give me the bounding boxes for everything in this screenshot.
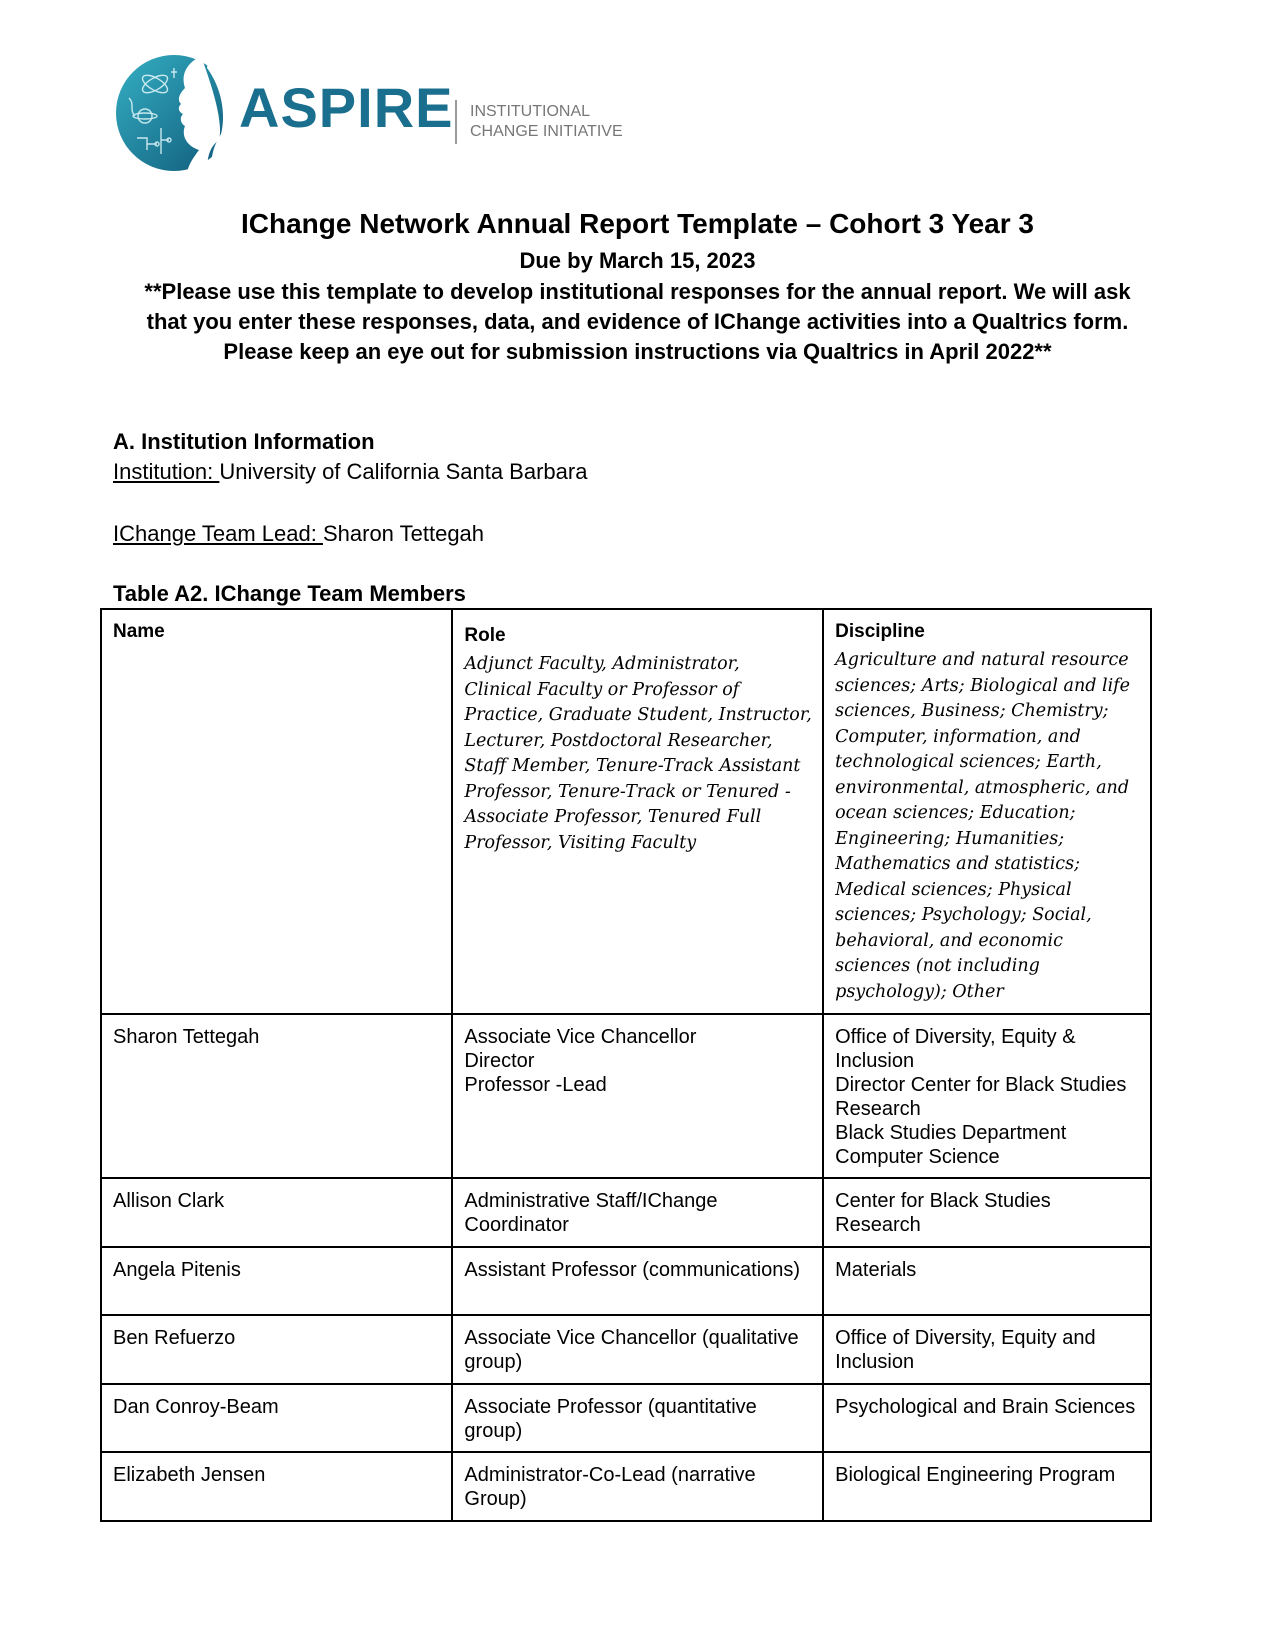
institution-value: University of California Santa Barbara xyxy=(219,459,588,484)
member-name: Allison Clark xyxy=(113,1190,225,1212)
member-name-cell xyxy=(101,1014,452,1178)
logo-tagline xyxy=(470,102,623,142)
header-role: Role xyxy=(464,625,506,646)
team-lead-field xyxy=(113,521,484,547)
header-discipline-cell xyxy=(823,609,1151,1014)
member-role: Administrative Staff/IChange Coordinator xyxy=(464,1190,718,1236)
member-discipline: Center for Black Studies Research xyxy=(835,1190,1051,1236)
member-name-cell xyxy=(101,1178,452,1247)
member-name: Elizabeth Jensen xyxy=(113,1464,266,1486)
member-role: Associate Vice Chancellor (qualitative group) xyxy=(464,1327,799,1373)
instructions-line-2: that you enter these responses, data, and evidence of IChange activities into a Qualtrics form. xyxy=(146,309,1129,334)
header-discipline: Discipline xyxy=(835,621,925,642)
member-discipline: Materials xyxy=(835,1259,917,1281)
table-title: Table A2. IChange Team Members xyxy=(113,581,466,606)
member-name: Sharon Tettegah xyxy=(113,1026,260,1048)
member-discipline-cell xyxy=(823,1315,1151,1384)
member-name-cell xyxy=(101,1452,452,1521)
instructions-note xyxy=(100,277,1175,367)
member-role-cell xyxy=(452,1178,823,1247)
member-role: Director xyxy=(464,1050,535,1072)
table-header-row xyxy=(101,609,1151,1014)
table-row xyxy=(101,1315,1151,1384)
logo-divider xyxy=(455,100,457,144)
header-role-cell xyxy=(452,609,823,1014)
header-name: Name xyxy=(113,621,165,642)
member-role: Professor -Lead xyxy=(464,1074,607,1096)
table-row xyxy=(101,1014,1151,1178)
aspire-logo xyxy=(115,54,635,176)
member-role-cell xyxy=(452,1315,823,1384)
team-lead-label: IChange Team Lead: xyxy=(113,521,323,546)
member-role: Administrator-Co-Lead (narrative Group) xyxy=(464,1464,756,1510)
member-discipline: Biological Engineering Program xyxy=(835,1464,1116,1486)
member-discipline-cell xyxy=(823,1452,1151,1521)
member-discipline: Office of Diversity, Equity and Inclusion xyxy=(835,1327,1096,1373)
due-date: Due by March 15, 2023 xyxy=(519,248,756,273)
member-discipline: Office of Diversity, Equity & Inclusion xyxy=(835,1026,1076,1072)
member-role: Associate Professor (quantitative group) xyxy=(464,1396,757,1442)
table-row xyxy=(101,1178,1151,1247)
document-title: IChange Network Annual Report Template – Cohort 3 Year 3 xyxy=(241,208,1034,239)
member-name: Dan Conroy-Beam xyxy=(113,1396,279,1418)
table-row xyxy=(101,1452,1151,1521)
member-name-cell xyxy=(101,1315,452,1384)
logo-wordmark: ASPIRE xyxy=(239,76,454,139)
member-name: Angela Pitenis xyxy=(113,1259,241,1281)
section-a-heading: A. Institution Information xyxy=(113,429,375,454)
member-discipline-cell xyxy=(823,1178,1151,1247)
institution-label: Institution: xyxy=(113,459,220,484)
team-members-table xyxy=(100,608,1152,1522)
member-role-cell xyxy=(452,1247,823,1315)
member-role: Assistant Professor (communications) xyxy=(464,1259,801,1281)
instructions-line-3: Please keep an eye out for submission instructions via Qualtrics in April 2022** xyxy=(223,339,1052,364)
member-role: Associate Vice Chancellor xyxy=(464,1026,697,1048)
member-role-cell xyxy=(452,1452,823,1521)
member-discipline: Director Center for Black Studies Research xyxy=(835,1074,1127,1120)
table-row xyxy=(101,1384,1151,1452)
aspire-emblem-icon xyxy=(115,54,233,172)
header-name-cell xyxy=(101,609,452,1014)
member-discipline: Black Studies Department xyxy=(835,1122,1067,1144)
logo-tagline-line2: CHANGE INITIATIVE xyxy=(470,123,623,140)
member-role-cell xyxy=(452,1014,823,1178)
member-role-cell xyxy=(452,1384,823,1452)
instructions-line-1: **Please use this template to develop institutional responses for the annual report. We will ask xyxy=(144,279,1131,304)
member-name: Ben Refuerzo xyxy=(113,1327,236,1349)
header-role-description: Adjunct Faculty, Administrator, Clinical Faculty or Professor of Practice, Graduate Student, Instructor, Lecturer, Postdoctoral Researcher, Staff Member, Tenure-Track Assistant Professor, Tenure-Track or Tenured -Associate Professor, Tenured Full Professor, Visiting Faculty xyxy=(464,654,812,853)
member-discipline: Computer Science xyxy=(835,1146,1000,1168)
member-discipline-cell xyxy=(823,1247,1151,1315)
institution-field xyxy=(113,459,587,485)
table-row xyxy=(101,1247,1151,1315)
member-name-cell xyxy=(101,1384,452,1452)
member-discipline-cell xyxy=(823,1384,1151,1452)
logo-tagline-line1: INSTITUTIONAL xyxy=(470,103,591,120)
header-discipline-description: Agriculture and natural resource sciences; Arts; Biological and life sciences, Business; Chemistry; Computer, information, and technological sciences; Earth, environmental, atmospheric, and ocean sciences; Education; Engineering; Humanities; Mathematics and statistics; Medical sciences; Physical sciences; Psychology; Social, behavioral, and economic sciences (not including psychology); Other xyxy=(835,650,1131,1002)
member-discipline-cell xyxy=(823,1014,1151,1178)
member-discipline: Psychological and Brain Sciences xyxy=(835,1396,1136,1418)
member-name-cell xyxy=(101,1247,452,1315)
team-lead-value: Sharon Tettegah xyxy=(322,521,485,546)
